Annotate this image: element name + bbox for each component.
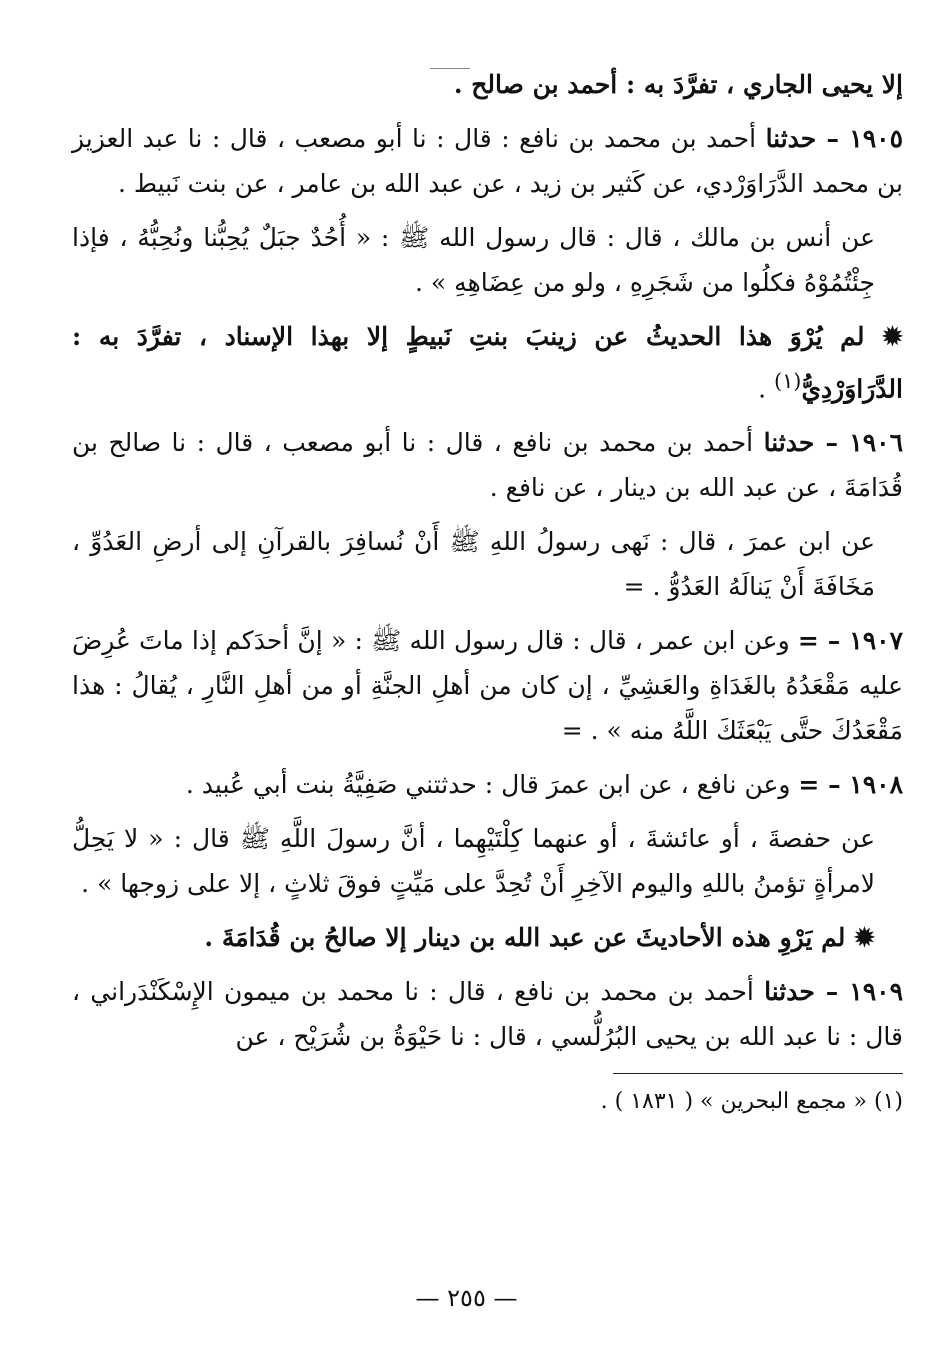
hadith-1908-isnad — [72, 762, 903, 807]
footnote-divider — [613, 1073, 903, 1074]
hadith-1905-isnad — [72, 116, 903, 206]
hadith-1906-matn — [72, 519, 903, 609]
isnad-text: أحمد بن محمد بن نافع : قال : نا أبو مصعب ، قال : نا عبد العزيز بن محمد الدَّرَاوَرْدي، عن كَثير بن زيد ، عن عبد الله بن عامر ، عن بنت نَبيط . — [72, 124, 903, 198]
isnad-text: أحمد بن محمد بن نافع ، قال : نا أبو مصعب ، قال : نا صالح بن قُدَامَةَ ، عن عبد الله بن دينار ، عن نافع . — [72, 428, 903, 503]
comment-1908 — [72, 915, 903, 960]
hadith-1908-matn — [72, 816, 903, 906]
hadith-text: وعن ابن عمر ، قال : قال رسول الله ﷺ : « إنَّ أحدَكم إذا ماتَ عُرِضَ عليه مَقْعَدُهُ بالغَدَاةِ والعَشِيِّ ، إن كان من أهلِ الجنَّةِ أو من أهلِ النَّارِ ، يُقالُ : هذا مَقْعَدُكَ حتَّى يَبْعَثَكَ اللَّهُ منه » . = — [72, 626, 903, 746]
main-text — [72, 62, 903, 1059]
footnote-ref: (١) — [773, 369, 802, 393]
matn-text: عن حفصةَ ، أو عائشةَ ، أو عنهما كِلْتَيْهِما ، أنَّ رسولَ اللَّهِ ﷺ قال : « لا يَحِلُّ لامرأةٍ تؤمنُ باللهِ واليوم الآخِرِ أَنْ تُحِدَّ على مَيِّتٍ فوقَ ثلاثٍ ، إلا على زوجها » . — [72, 824, 875, 899]
page-number: — ٢٥٥ — — [415, 1284, 518, 1312]
comment-end: . — [758, 374, 767, 404]
hadith-1909-isnad — [72, 969, 903, 1059]
comment-1905 — [72, 314, 903, 411]
bold-lead: إلا يحيى الجاري ، تفرَّدَ به : أحمد بن صالح . — [453, 70, 903, 99]
hadith-number: ١٩٠٦ – حدثنا — [763, 428, 903, 458]
comment-text: ✹ لم يُرْوَ هذا الحديثُ عن زينبَ بنتِ نَبيطٍ إلا بهذا الإسناد ، تفرَّدَ به : الدَّرَاوَرْدِيُّ — [72, 322, 903, 404]
matn-text: عن ابن عمرَ ، قال : نَهى رسولُ اللهِ ﷺ أَنْ نُسافِرَ بالقرآنِ إلى أرضِ العَدُوِّ ، مَخَافَةَ أَنْ يَنالَهُ العَدُوُّ . = — [72, 527, 875, 602]
hadith-1906-isnad — [72, 420, 903, 510]
hadith-number: ١٩٠٩ – حدثنا — [764, 977, 904, 1007]
hadith-number: ١٩٠٥ – حدثنا — [765, 124, 903, 153]
isnad-text: أحمد بن محمد بن نافع ، قال : نا محمد بن ميمون الإِسْكَنْدَراني ، قال : نا عبد الله بن يحيى البُرُلُّسي ، قال : نا حَيْوَةُ بن شُرَيْح ، عن — [72, 977, 903, 1052]
matn-text: عن أنس بن مالك ، قال : قال رسول الله ﷺ : « أُحُدٌ جبَلٌ يُحِبُّنا ونُحِبُّهُ ، فإذا جِئْتُمُوْهُ فكلُوا من شَجَرِهِ ، ولو من عِضَاهِهِ » . — [72, 223, 875, 297]
hadith-number: ١٩٠٨ – = — [798, 770, 903, 800]
paragraph-1 — [72, 62, 903, 107]
comment-text: ✹ لم يَرْوِ هذه الأحاديثَ عن عبد الله بن دينار إلا صالحُ بن قُدَامَةَ . — [204, 923, 875, 953]
isnad-text: وعن نافع ، عن ابن عمرَ قال : حدثتني صَفِيَّةُ بنت أبي عُبيد . — [185, 770, 791, 800]
top-mark — [430, 68, 470, 69]
footnote: (١) « مجمع البحرين » ( ١٨٣١ ) . — [600, 1089, 903, 1115]
hadith-number: ١٩٠٧ – = — [797, 626, 904, 656]
hadith-1905-matn — [72, 215, 903, 305]
hadith-1907 — [72, 618, 903, 753]
